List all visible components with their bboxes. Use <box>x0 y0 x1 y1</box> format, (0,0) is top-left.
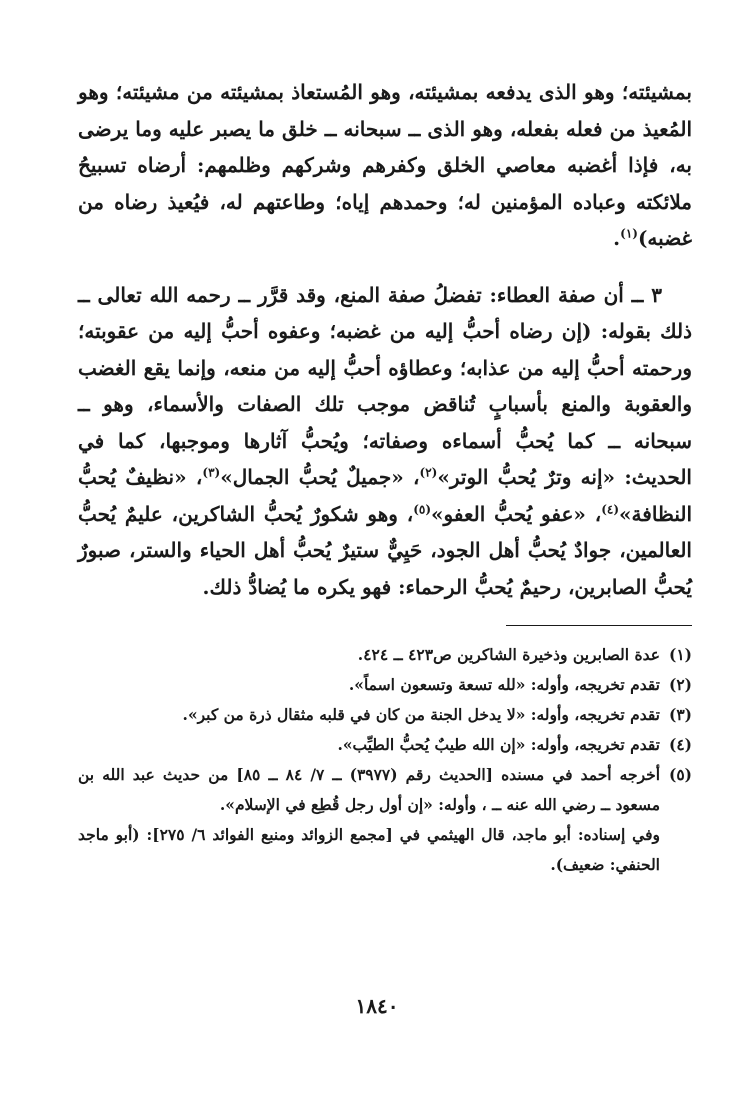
footnote-number: (٥) <box>668 765 692 784</box>
page-body <box>78 74 692 880</box>
paragraph-2-segment-5: ، وهو شكورٌ يُحبُّ الشاكرين، عليمٌ يُحبُّ العالمين، جوادٌ يُحبُّ أهل الجود، حَيِيٌّ ستيرٌ يُحبُّ أهل الحياء والستر، صبورٌ يُحبُّ الصابرين، رحيمٌ يُحبُّ الرحماء: فهو يكره ما يُضادُّ ذلك. <box>78 501 692 599</box>
paragraph-1 <box>78 74 692 257</box>
footnote-text: تقدم تخريجه، وأوله: «إن الله طيبٌ يُحبُّ الطيِّب». <box>337 735 660 754</box>
main-text <box>78 74 692 605</box>
footnote-text: تقدم تخريجه، وأوله: «لا يدخل الجنة من كان في قلبه مثقال ذرة من كبر». <box>182 705 660 724</box>
footnote-ref-5: (٥) <box>413 501 432 516</box>
paragraph-2-segment-3: ، «نظيفٌ يُحبُّ النظافة» <box>78 465 692 526</box>
footnote-number: (١) <box>668 645 692 664</box>
paragraph-2 <box>78 277 692 606</box>
footnote-text: تقدم تخريجه، وأوله: «لله تسعة وتسعون اسماً». <box>348 675 660 694</box>
paragraph-2-text: ٣ ــ أن صفة العطاء: تفضلُ صفة المنع، وقد قرَّر ــ رحمه الله تعالى ــ ذلك بقوله: (إن رضاه أحبُّ إليه من غضبه؛ وعفوه أحبُّ إليه من عقوبته؛ ورحمته أحبُّ إليه من عذابه؛ وعطاؤه أحبُّ إليه من منعه، وإنما يقع الغضب والعقوبة والمنع بأسبابٍ تُناقض موجب تلك الصفات والأسماء، وهو ــ سبحانه ــ كما يُحبُّ أسماءه وصفاته؛ ويُحبُّ آثارها وموجبها، كما في الحديث: «إنه وترٌ يُحبُّ الوتر» <box>78 282 692 489</box>
footnotes <box>78 640 692 880</box>
footnote-5-continuation <box>78 820 692 880</box>
footnote-number: (٤) <box>668 735 692 754</box>
footnote-text: عدة الصابرين وذخيرة الشاكرين ص٤٢٣ ــ ٤٢٤. <box>357 645 660 664</box>
footnote-ref-1: (١) <box>620 226 638 241</box>
footnote-5 <box>78 760 692 820</box>
paragraph-1-text: بمشيئته؛ وهو الذى يدفعه بمشيئته، وهو المُستعاذ بمشيئته من مشيئته؛ وهو المُعيذ من فعله بفعله، وهو الذى ــ سبحانه ــ خلق ما يصبر عليه وما يرضى به، فإذا أغضبه معاصي الخلق وكفرهم وشركهم وظلمهم: أرضاه تسبيحُ ملائكته وعباده المؤمنين له؛ وحمدهم إياه؛ وطاعتهم له، فيُعيذ رضاه من غضبه) <box>78 80 692 250</box>
footnote-ref-2: (٢) <box>419 465 438 480</box>
paragraph-1-tail: . <box>613 226 621 250</box>
footnote-4 <box>78 730 692 760</box>
paragraph-2-segment-4: ، «عفو يُحبُّ العفو» <box>431 501 602 526</box>
page-number: ١٨٤٠ <box>355 994 399 1018</box>
footnote-number: (٣) <box>668 705 692 724</box>
footnote-text: وفي إسناده: أبو ماجد، قال الهيثمي في [مجمع الزوائد ومنبع الفوائد ٦/ ٢٧٥]: (أبو ماجد الحنفي: ضعيف). <box>78 825 660 874</box>
paragraph-2-segment-2: ، «جميلٌ يُحبُّ الجمال» <box>220 465 420 489</box>
footnote-ref-4: (٤) <box>601 501 620 516</box>
footnote-1 <box>78 640 692 670</box>
footnote-ref-3: (٣) <box>202 465 221 480</box>
footnote-number: (٢) <box>668 675 692 694</box>
footnote-2 <box>78 670 692 700</box>
footnote-text: أخرجه أحمد في مسنده [الحديث رقم (٣٩٧٧) ــ ٧/ ٨٤ ــ ٨٥] من حديث عبد الله بن مسعود ــ رضي الله عنه ــ ، وأوله: «إن أول رجل قُطِع في الإسلام». <box>78 765 661 814</box>
footnote-3 <box>78 700 692 730</box>
footnote-divider <box>506 625 692 626</box>
